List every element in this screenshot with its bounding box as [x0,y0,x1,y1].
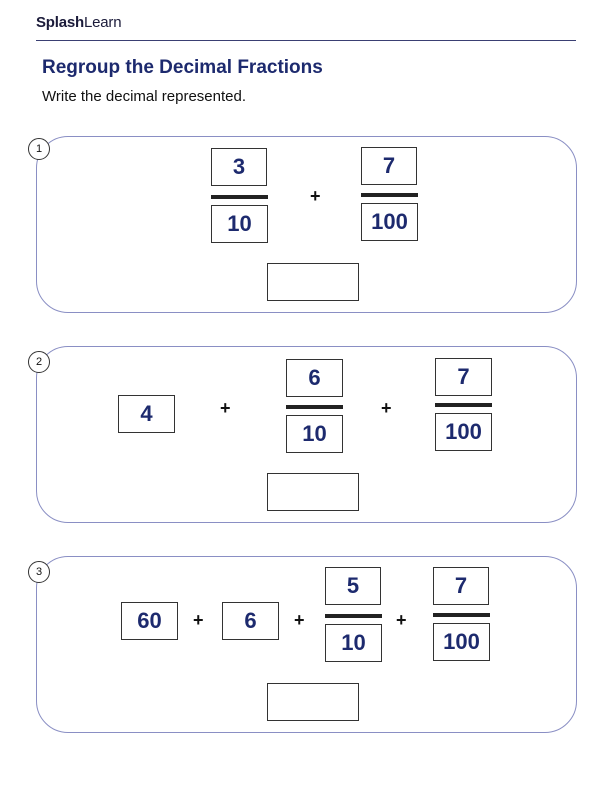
logo-light-text: Learn [83,14,122,31]
denominator-box: 10 [286,415,343,453]
fraction-bar [361,193,418,197]
answer-box[interactable] [267,473,359,511]
denominator-box: 100 [433,623,490,661]
numerator-box: 7 [435,358,492,396]
problem-number-2: 2 [28,351,50,373]
whole-number-box: 6 [222,602,279,640]
splashlearn-logo [36,14,121,31]
numerator-box: 5 [325,567,381,605]
denominator-box: 100 [361,203,418,241]
fraction-bar [325,614,382,618]
fraction-bar [435,403,492,407]
answer-box[interactable] [267,683,359,721]
plus-sign: + [193,610,204,630]
whole-number-box: 4 [118,395,175,433]
denominator-box: 10 [325,624,382,662]
plus-sign: + [294,610,305,630]
logo-bold-text: Splash [36,14,84,31]
problem-number-1: 1 [28,138,50,160]
problem-number-3: 3 [28,561,50,583]
numerator-box: 7 [433,567,489,605]
worksheet-title: Regroup the Decimal Fractions [42,57,323,78]
denominator-box: 10 [211,205,268,243]
numerator-box: 7 [361,147,417,185]
numerator-box: 6 [286,359,343,397]
plus-sign: + [396,610,407,630]
fraction-bar [211,195,268,199]
whole-number-box: 60 [121,602,178,640]
plus-sign: + [381,398,392,418]
numerator-box: 3 [211,148,267,186]
header-divider [36,40,576,41]
plus-sign: + [310,186,321,206]
fraction-bar [433,613,490,617]
denominator-box: 100 [435,413,492,451]
fraction-bar [286,405,343,409]
answer-box[interactable] [267,263,359,301]
worksheet-instruction: Write the decimal represented. [42,88,246,105]
plus-sign: + [220,398,231,418]
